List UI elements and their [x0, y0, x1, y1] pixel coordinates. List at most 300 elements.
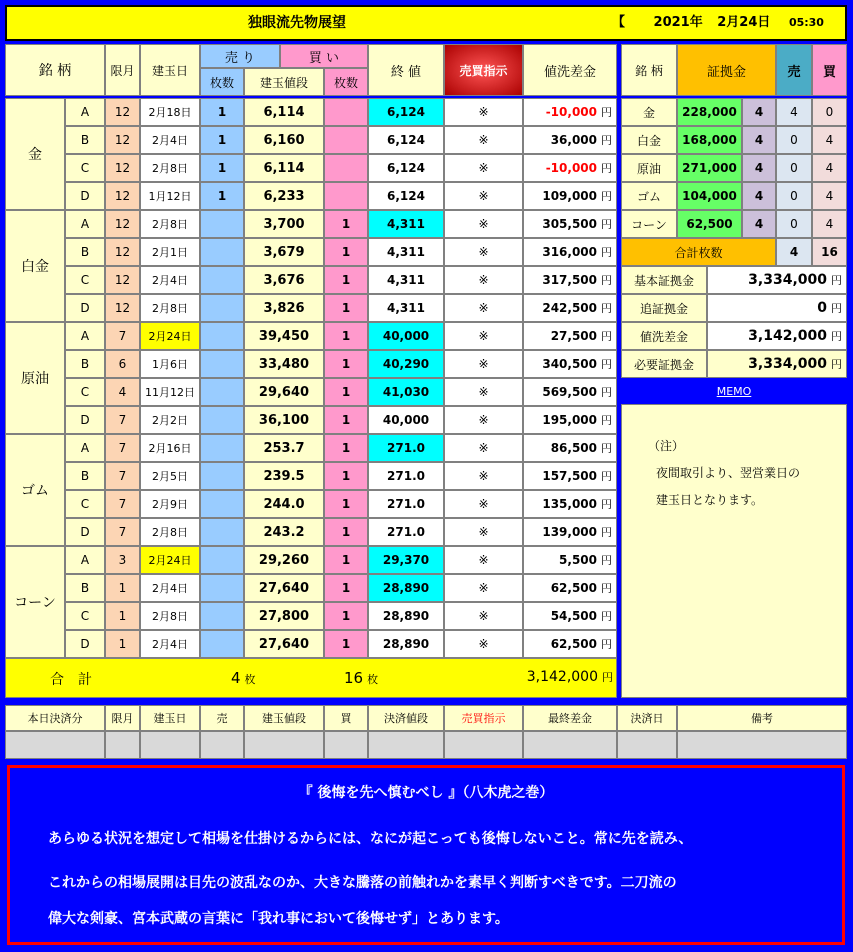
diff-value: 195,000 [542, 413, 597, 427]
settle-header: 建玉日 [140, 705, 200, 731]
time-label: 05:30 [788, 16, 824, 29]
sell-qty-cell [200, 266, 244, 294]
col-header-meigara: 銘 柄 [5, 44, 105, 96]
margin-count: 4 [742, 126, 776, 154]
total-label: 合 計 [50, 672, 92, 688]
quote-line: 偉大な剣豪、宮本武蔵の言葉に「我れ事において後悔せず」とあります。 [48, 911, 509, 927]
month-cell: 7 [105, 406, 140, 434]
open-price-cell: 39,450 [244, 322, 324, 350]
trade-instruction-cell[interactable]: ※ [444, 490, 523, 518]
diff-cell [523, 294, 617, 322]
margin-commodity: 金 [621, 98, 677, 126]
contract-label: D [65, 182, 105, 210]
contract-label: C [65, 490, 105, 518]
margin-amount: 168,000 [677, 126, 742, 154]
buy-qty-cell [324, 126, 368, 154]
buy-qty-cell: 1 [324, 574, 368, 602]
total-buy-unit: 枚 [367, 673, 379, 686]
yen-unit: 円 [601, 610, 612, 623]
close-price-cell: 40,000 [368, 322, 444, 350]
yen-unit: 円 [601, 190, 612, 203]
yen-unit: 円 [601, 358, 612, 371]
diff-value: 316,000 [542, 245, 597, 259]
col-header-sell: 売 り [200, 44, 280, 68]
month-cell: 12 [105, 210, 140, 238]
sell-qty-cell [200, 406, 244, 434]
buy-qty-cell: 1 [324, 490, 368, 518]
settle-empty-cell [523, 731, 617, 759]
commodity-name: コーン [5, 546, 65, 658]
buy-qty-cell: 1 [324, 238, 368, 266]
diff-value: 569,500 [542, 385, 597, 399]
diff-value: 54,500 [550, 609, 597, 623]
close-price-cell: 28,890 [368, 602, 444, 630]
summary-value-cell [707, 322, 847, 350]
open-date-cell: 2月8日 [140, 210, 200, 238]
open-date-cell: 1月12日 [140, 182, 200, 210]
margin-buy: 4 [812, 182, 847, 210]
diff-cell [523, 518, 617, 546]
buy-qty-cell [324, 98, 368, 126]
yen-unit: 円 [601, 526, 612, 539]
month-cell: 1 [105, 602, 140, 630]
diff-value: 135,000 [542, 497, 597, 511]
diff-cell [523, 98, 617, 126]
margin-buy: 4 [812, 154, 847, 182]
col-header-price: 建玉値段 [244, 68, 324, 96]
diff-cell [523, 462, 617, 490]
trade-instruction-cell[interactable]: ※ [444, 322, 523, 350]
margin-sell: 4 [776, 98, 812, 126]
sell-qty-cell: 1 [200, 182, 244, 210]
quote-title: 『 後悔を先へ慎むべし 』（八木虎之巻） [298, 785, 554, 801]
diff-cell [523, 154, 617, 182]
trade-instruction-cell[interactable]: ※ [444, 462, 523, 490]
diff-cell [523, 238, 617, 266]
trade-instruction-cell[interactable]: ※ [444, 406, 523, 434]
margin-commodity: 白金 [621, 126, 677, 154]
total-sell-value: 4 [231, 669, 241, 687]
diff-cell [523, 406, 617, 434]
summary-value-cell [707, 294, 847, 322]
month-cell: 6 [105, 350, 140, 378]
contract-label: A [65, 322, 105, 350]
contract-label: B [65, 238, 105, 266]
buy-qty-cell: 1 [324, 322, 368, 350]
close-price-cell: 28,890 [368, 574, 444, 602]
trade-instruction-cell[interactable]: ※ [444, 518, 523, 546]
diff-cell [523, 266, 617, 294]
quote-box [7, 765, 845, 945]
summary-value: 3,334,000 [748, 356, 827, 372]
open-price-cell: 239.5 [244, 462, 324, 490]
open-date-cell: 2月8日 [140, 154, 200, 182]
right-header-meigara: 銘 柄 [621, 44, 677, 96]
margin-buy: 0 [812, 98, 847, 126]
open-date-cell: 2月5日 [140, 462, 200, 490]
margin-commodity: 原油 [621, 154, 677, 182]
trade-instruction-cell[interactable]: ※ [444, 182, 523, 210]
settle-empty-cell [368, 731, 444, 759]
yen-unit: 円 [601, 162, 612, 175]
col-header-buy: 買 い [280, 44, 368, 68]
month-cell: 12 [105, 294, 140, 322]
trade-instruction-cell[interactable]: ※ [444, 602, 523, 630]
memo-line: 夜間取引より、翌営業日の [656, 466, 801, 480]
settle-header: 限月 [105, 705, 140, 731]
summary-label: 追証拠金 [621, 294, 707, 322]
contract-label: D [65, 518, 105, 546]
contract-label: B [65, 126, 105, 154]
trade-instruction-cell[interactable]: ※ [444, 378, 523, 406]
margin-commodity: ゴム [621, 182, 677, 210]
buy-qty-cell: 1 [324, 630, 368, 658]
right-header-sell: 売 [776, 44, 812, 96]
summary-value: 3,142,000 [748, 328, 827, 344]
total-row [5, 658, 617, 698]
contract-label: A [65, 210, 105, 238]
month-cell: 1 [105, 630, 140, 658]
summary-value-cell [707, 350, 847, 378]
buy-qty-cell: 1 [324, 294, 368, 322]
col-header-tateymd: 建玉日 [140, 44, 200, 96]
close-price-cell: 6,124 [368, 98, 444, 126]
trade-instruction-cell[interactable]: ※ [444, 546, 523, 574]
right-header-buy: 買 [812, 44, 847, 96]
trade-instruction-cell[interactable]: ※ [444, 434, 523, 462]
trade-instruction-cell[interactable]: ※ [444, 98, 523, 126]
month-cell: 7 [105, 434, 140, 462]
diff-value: -10,000 [545, 161, 597, 175]
diff-cell [523, 630, 617, 658]
yen-unit: 円 [601, 498, 612, 511]
diff-value: 5,500 [559, 553, 597, 567]
yen-unit: 円 [831, 330, 842, 343]
buy-qty-cell: 1 [324, 210, 368, 238]
diff-value: 305,500 [542, 217, 597, 231]
sell-qty-cell: 1 [200, 98, 244, 126]
yen-unit: 円 [601, 582, 612, 595]
memo-box [621, 404, 847, 698]
diff-cell [523, 210, 617, 238]
settle-empty-cell [677, 731, 847, 759]
open-price-cell: 3,700 [244, 210, 324, 238]
close-price-cell: 41,030 [368, 378, 444, 406]
close-price-cell: 271.0 [368, 462, 444, 490]
sell-qty-cell [200, 546, 244, 574]
margin-count: 4 [742, 154, 776, 182]
open-date-cell: 2月4日 [140, 266, 200, 294]
settle-empty-cell [105, 731, 140, 759]
margin-count: 4 [742, 182, 776, 210]
diff-cell [523, 602, 617, 630]
yen-unit: 円 [601, 554, 612, 567]
diff-cell [523, 322, 617, 350]
margin-sell: 0 [776, 126, 812, 154]
diff-cell [523, 126, 617, 154]
contract-label: B [65, 350, 105, 378]
settle-header: 売 [200, 705, 244, 731]
open-price-cell: 27,640 [244, 574, 324, 602]
close-price-cell: 4,311 [368, 266, 444, 294]
settle-header: 買 [324, 705, 368, 731]
sell-qty-cell [200, 238, 244, 266]
commodity-name: 原油 [5, 322, 65, 434]
trade-instruction-cell[interactable]: ※ [444, 126, 523, 154]
yen-unit: 円 [601, 274, 612, 287]
trade-instruction-cell[interactable]: ※ [444, 294, 523, 322]
month-cell: 3 [105, 546, 140, 574]
settle-empty-cell [5, 731, 105, 759]
open-date-cell: 2月4日 [140, 574, 200, 602]
trade-instruction-cell[interactable]: ※ [444, 154, 523, 182]
commodity-name: 金 [5, 98, 65, 210]
col-header-close: 終 値 [368, 44, 444, 96]
commodity-name: 白金 [5, 210, 65, 322]
open-price-cell: 29,260 [244, 546, 324, 574]
open-date-cell: 2月4日 [140, 126, 200, 154]
yen-unit: 円 [601, 106, 612, 119]
trade-instruction-cell[interactable]: ※ [444, 238, 523, 266]
diff-value: 242,500 [542, 301, 597, 315]
close-price-cell: 4,311 [368, 210, 444, 238]
sell-qty-cell [200, 602, 244, 630]
contract-label: A [65, 546, 105, 574]
settle-header: 売買指示 [444, 705, 523, 731]
buy-qty-cell: 1 [324, 546, 368, 574]
buy-qty-cell: 1 [324, 602, 368, 630]
summary-value: 3,334,000 [748, 272, 827, 288]
month-cell: 4 [105, 378, 140, 406]
yen-unit: 円 [831, 274, 842, 287]
open-price-cell: 6,160 [244, 126, 324, 154]
contract-label: B [65, 574, 105, 602]
sell-qty-cell: 1 [200, 154, 244, 182]
open-price-cell: 6,114 [244, 98, 324, 126]
right-header-margin: 証拠金 [677, 44, 776, 96]
summary-value-cell [707, 266, 847, 294]
trade-instruction-header[interactable]: 売買指示 [444, 44, 523, 96]
contract-label: A [65, 434, 105, 462]
margin-count: 4 [742, 210, 776, 238]
settle-empty-cell [444, 731, 523, 759]
open-date-cell: 2月1日 [140, 238, 200, 266]
yen-unit: 円 [601, 330, 612, 343]
bracket-open: 【 [612, 15, 626, 30]
total-sell-unit: 枚 [244, 673, 256, 686]
month-cell: 12 [105, 126, 140, 154]
month-cell: 7 [105, 518, 140, 546]
settle-header: 備考 [677, 705, 847, 731]
diff-value: 340,500 [542, 357, 597, 371]
open-date-cell: 2月16日 [140, 434, 200, 462]
open-price-cell: 244.0 [244, 490, 324, 518]
title-bar [5, 5, 847, 41]
trade-instruction-cell[interactable]: ※ [444, 574, 523, 602]
col-header-gengetsu: 限月 [105, 44, 140, 96]
close-price-cell: 271.0 [368, 434, 444, 462]
open-date-cell: 2月8日 [140, 518, 200, 546]
close-price-cell: 28,890 [368, 630, 444, 658]
close-price-cell: 4,311 [368, 294, 444, 322]
buy-qty-cell: 1 [324, 266, 368, 294]
sell-qty-cell [200, 294, 244, 322]
contract-label: C [65, 602, 105, 630]
summary-label: 必要証拠金 [621, 350, 707, 378]
margin-commodity: コーン [621, 210, 677, 238]
diff-value: 62,500 [550, 637, 597, 651]
trade-instruction-cell[interactable]: ※ [444, 350, 523, 378]
memo-link[interactable]: MEMO [621, 380, 847, 402]
close-price-cell: 6,124 [368, 182, 444, 210]
total-amount-unit: 円 [602, 671, 613, 684]
month-cell: 12 [105, 238, 140, 266]
diff-value: 86,500 [550, 441, 597, 455]
close-price-cell: 40,000 [368, 406, 444, 434]
sell-qty-cell [200, 462, 244, 490]
open-date-cell: 2月24日 [140, 546, 200, 574]
settle-header: 本日決済分 [5, 705, 105, 731]
month-cell: 7 [105, 322, 140, 350]
month-cell: 12 [105, 266, 140, 294]
open-price-cell: 6,114 [244, 154, 324, 182]
diff-value: 317,500 [542, 273, 597, 287]
diff-value: 27,500 [550, 329, 597, 343]
close-price-cell: 29,370 [368, 546, 444, 574]
sell-qty-cell [200, 350, 244, 378]
yen-unit: 円 [601, 246, 612, 259]
month-cell: 7 [105, 462, 140, 490]
settle-empty-cell [244, 731, 324, 759]
diff-cell [523, 574, 617, 602]
diff-value: -10,000 [545, 105, 597, 119]
open-date-cell: 2月4日 [140, 630, 200, 658]
summary-label: 基本証拠金 [621, 266, 707, 294]
open-price-cell: 27,640 [244, 630, 324, 658]
date-display [612, 7, 842, 39]
col-header-sell-qty: 枚数 [200, 68, 244, 96]
contract-label: A [65, 98, 105, 126]
date-label: 2月24日 [717, 15, 771, 30]
buy-qty-cell: 1 [324, 518, 368, 546]
diff-cell [523, 490, 617, 518]
buy-qty-cell: 1 [324, 406, 368, 434]
open-date-cell: 2月2日 [140, 406, 200, 434]
buy-qty-cell: 1 [324, 462, 368, 490]
sell-qty-cell [200, 630, 244, 658]
total-buy [344, 669, 378, 687]
summary-value: 0 [817, 300, 827, 316]
diff-cell [523, 434, 617, 462]
open-date-cell: 2月9日 [140, 490, 200, 518]
margin-sell: 0 [776, 182, 812, 210]
open-price-cell: 6,233 [244, 182, 324, 210]
total-amount-value: 3,142,000 [526, 669, 598, 685]
quote-line: これからの相場展開は目先の波乱なのか、大きな騰落の前触れかを素早く判断すべきです。二刀流の [48, 875, 677, 891]
margin-amount: 104,000 [677, 182, 742, 210]
open-price-cell: 36,100 [244, 406, 324, 434]
quote-line: あらゆる状況を想定して相場を仕掛けるからには、なにが起こっても後悔しないこと。常に先を読み、 [48, 831, 693, 847]
margin-amount: 228,000 [677, 98, 742, 126]
margin-sell: 0 [776, 210, 812, 238]
margin-buy: 4 [812, 126, 847, 154]
open-price-cell: 3,679 [244, 238, 324, 266]
buy-qty-cell: 1 [324, 350, 368, 378]
total-buy-value: 16 [344, 669, 364, 687]
yen-unit: 円 [601, 134, 612, 147]
open-price-cell: 29,640 [244, 378, 324, 406]
contract-label: C [65, 266, 105, 294]
page-title: 独眼流先物展望 [248, 15, 346, 31]
trade-instruction-cell[interactable]: ※ [444, 630, 523, 658]
contract-label: D [65, 406, 105, 434]
settle-empty-cell [617, 731, 677, 759]
trade-instruction-cell[interactable]: ※ [444, 210, 523, 238]
settle-empty-cell [140, 731, 200, 759]
col-header-diff: 値洗差金 [523, 44, 617, 96]
open-date-cell: 11月12日 [140, 378, 200, 406]
contract-label: B [65, 462, 105, 490]
yen-unit: 円 [601, 414, 612, 427]
sell-qty-cell: 1 [200, 126, 244, 154]
yen-unit: 円 [601, 302, 612, 315]
settle-header: 決済値段 [368, 705, 444, 731]
total-amount [527, 669, 613, 685]
diff-value: 62,500 [550, 581, 597, 595]
month-cell: 12 [105, 182, 140, 210]
margin-sell: 0 [776, 154, 812, 182]
month-cell: 12 [105, 98, 140, 126]
open-price-cell: 33,480 [244, 350, 324, 378]
sell-qty-cell [200, 490, 244, 518]
commodity-name: ゴム [5, 434, 65, 546]
yen-unit: 円 [601, 218, 612, 231]
buy-qty-cell: 1 [324, 434, 368, 462]
diff-cell [523, 378, 617, 406]
diff-value: 157,500 [542, 469, 597, 483]
col-header-buy-qty: 枚数 [324, 68, 368, 96]
trade-instruction-cell[interactable]: ※ [444, 266, 523, 294]
yen-unit: 円 [601, 638, 612, 651]
year-label: 2021年 [653, 15, 703, 30]
close-price-cell: 271.0 [368, 490, 444, 518]
diff-cell [523, 350, 617, 378]
month-cell: 1 [105, 574, 140, 602]
close-price-cell: 271.0 [368, 518, 444, 546]
summary-label: 値洗差金 [621, 322, 707, 350]
memo-line: （注） [648, 439, 685, 453]
diff-value: 36,000 [550, 133, 597, 147]
buy-qty-cell: 1 [324, 378, 368, 406]
yen-unit: 円 [831, 302, 842, 315]
diff-value: 139,000 [542, 525, 597, 539]
total-sell [231, 669, 256, 687]
buy-qty-cell [324, 154, 368, 182]
contract-label: C [65, 378, 105, 406]
diff-cell [523, 182, 617, 210]
sell-qty-cell [200, 518, 244, 546]
margin-buy: 4 [812, 210, 847, 238]
sell-qty-cell [200, 322, 244, 350]
month-cell: 7 [105, 490, 140, 518]
settle-empty-cell [324, 731, 368, 759]
close-price-cell: 6,124 [368, 126, 444, 154]
close-price-cell: 4,311 [368, 238, 444, 266]
settle-empty-cell [200, 731, 244, 759]
yen-unit: 円 [601, 386, 612, 399]
open-price-cell: 3,826 [244, 294, 324, 322]
memo-line: 建玉日となります。 [656, 493, 764, 507]
